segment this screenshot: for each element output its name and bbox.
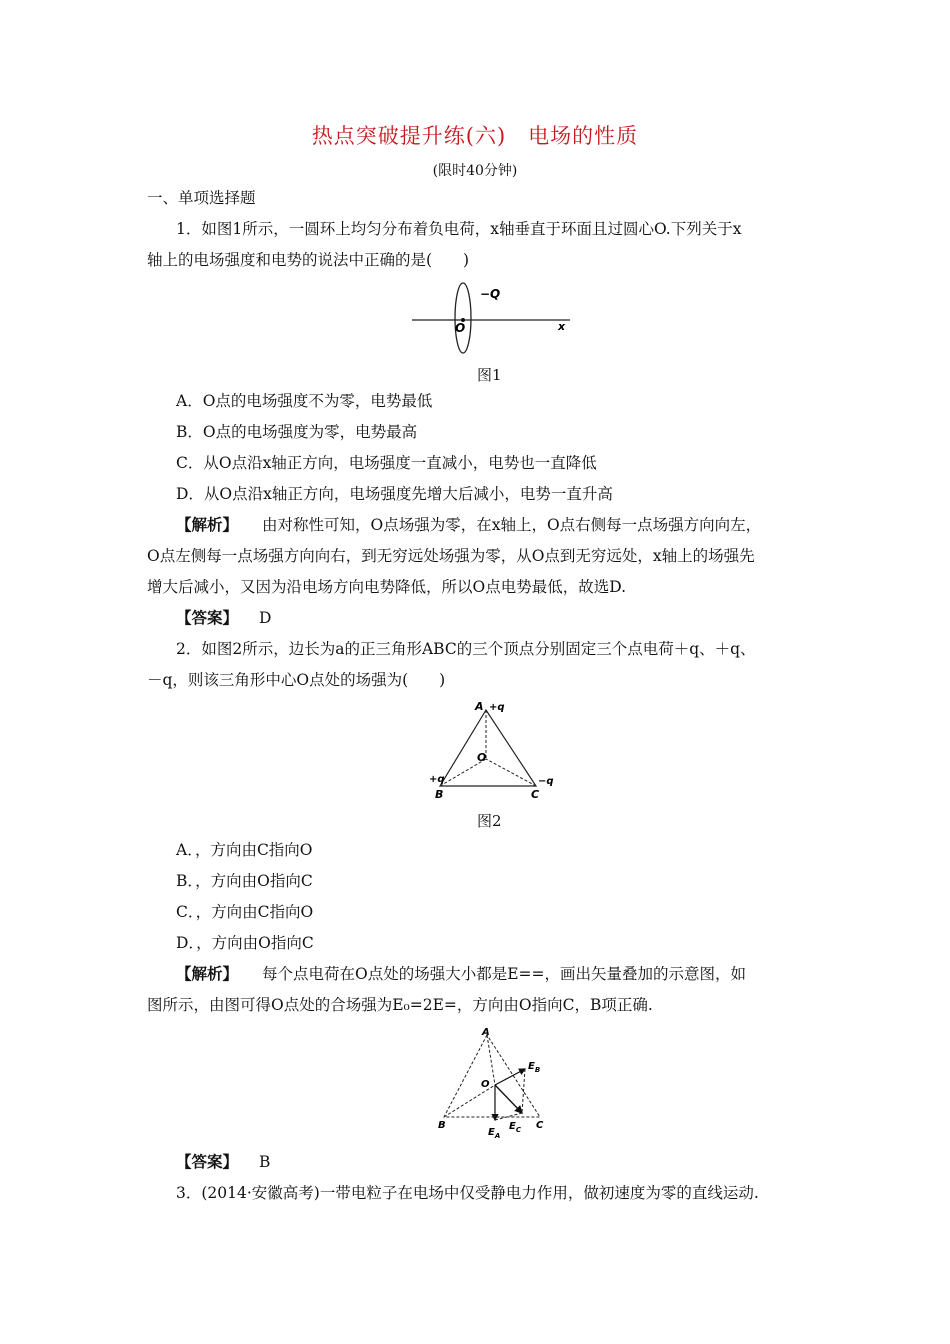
q1-option-a: A．O点的电场强度不为零，电势最低 [176,392,433,410]
time-limit: (限时40分钟) [432,163,518,179]
vertex-b-charge: +q [429,774,445,785]
q2-analysis-line2: 图所示，由图可得O点处的合场强为E₀=2E=，方向由O指向C，B项正确. [147,996,653,1014]
vertex-c-charge: −q [538,776,554,787]
axis-label: x [558,320,566,333]
figure-1-caption: 图1 [477,366,502,384]
figure-2-triangle [425,698,560,803]
q1-answer: D [259,609,272,627]
charge-label: −Q [480,287,501,301]
eb-label: $E_B$ [528,1061,541,1074]
vertex-b-label: B [438,1120,446,1131]
vertex-c-label: C [531,788,540,801]
figure-2-caption: 图2 [477,812,502,830]
q2-option-d: D．，方向由O指向C [176,934,314,952]
q3-stem-line1: 3．(2014·安徽高考)一带电粒子在电场中仅受静电力作用，做初速度为零的直线运动. [176,1184,759,1202]
q1-analysis-tag: 【解析】 [176,515,239,534]
q2-stem-line2: －q，则该三角形中心O点处的场强为( ) [147,671,446,689]
center-o-label: O [477,751,487,764]
q1-stem-line2: 轴上的电场强度和电势的说法中正确的是( ) [147,251,470,269]
q1-option-c: C．从O点沿x轴正方向，电场强度一直减小，电势也一直降低 [176,454,597,472]
q2-analysis-tag: 【解析】 [176,964,239,983]
q1-answer-tag: 【答案】 [176,608,239,627]
q1-analysis-line2: O点左侧每一点场强方向向右，到无穷远处场强为零，从O点到无穷远处，x轴上的场强先 [147,547,755,565]
q2-answer: B [259,1153,271,1171]
section-heading: 一、单项选择题 [147,189,256,207]
q1-option-b: B．O点的电场强度为零，电势最高 [176,423,418,441]
ea-label: $E_A$ [488,1127,501,1140]
dashed-triangle [444,1035,540,1117]
dash-oa [487,1035,495,1085]
dash-oc [486,759,536,786]
q2-option-a: A．，方向由C指向O [176,841,313,859]
q1-stem-line1: 1．如图1所示，一圆环上均匀分布着负电荷，x轴垂直于环面且过圆心O.下列关于x [176,220,742,238]
vertex-a-charge: +q [489,702,505,713]
vector-ec [495,1085,522,1113]
ec-label: $E_C$ [509,1121,521,1134]
figure-1-ring [410,282,580,358]
vertex-a-label: A [482,1027,490,1038]
vertex-c-label: C [536,1120,544,1131]
center-o-label: O [481,1079,490,1090]
q2-option-b: B．，方向由O指向C [176,872,313,890]
triangle-abc [440,710,536,786]
figure-vector-superposition [432,1025,552,1143]
vertex-a-label: A [475,700,484,713]
origin-label: O [455,321,466,335]
vertex-b-label: B [435,788,444,801]
q2-stem-line1: 2．如图2所示，边长为a的正三角形ABC的三个顶点分别固定三个点电荷＋q、＋q、 [176,640,756,658]
page-title: 热点突破提升练(六) 电场的性质 [311,124,639,148]
q1-analysis-line1: 由对称性可知，O点场强为零，在x轴上，O点右侧每一点场强方向向左， [262,516,762,534]
q1-option-d: D．从O点沿x轴正方向，电场强度先增大后减小，电势一直升高 [176,485,613,503]
q1-analysis-line3: 增大后减小，又因为沿电场方向电势降低，所以O点电势最低，故选D. [147,578,627,596]
q2-analysis-line1: 每个点电荷在O点处的场强大小都是E==，画出矢量叠加的示意图，如 [262,965,746,983]
q2-answer-tag: 【答案】 [176,1152,239,1171]
vector-eb [495,1069,525,1085]
dash-parallelogram-1 [522,1069,525,1113]
q2-option-c: C．，方向由C指向O [176,903,314,921]
